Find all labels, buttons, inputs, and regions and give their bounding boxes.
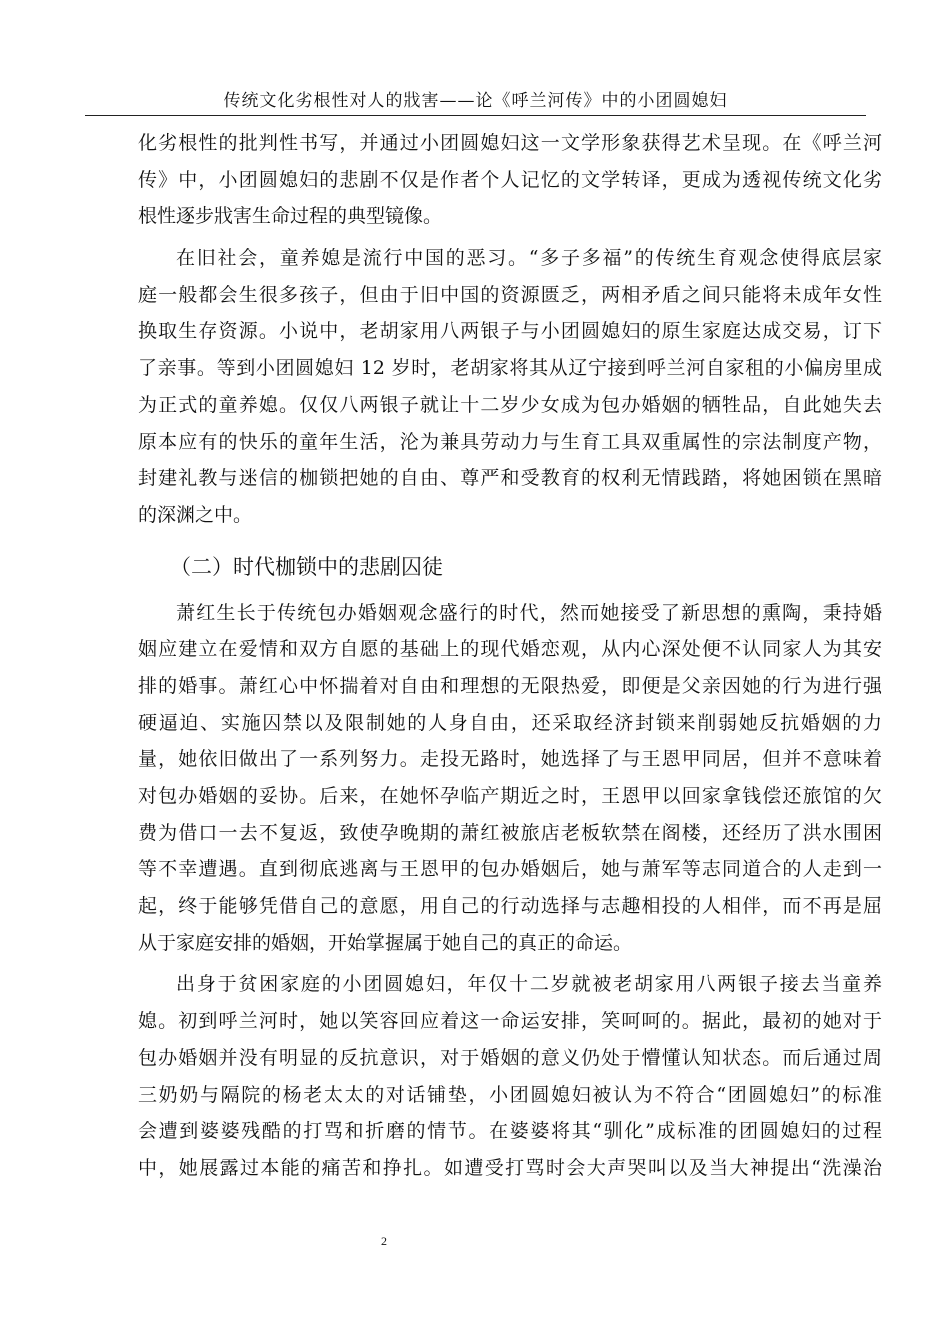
page-number: 2	[381, 1234, 387, 1248]
text-line: 换取生存资源。小说中，老胡家用八两银子与小团圆媳妇的原生家庭达成交易，订下	[138, 320, 882, 343]
text-line: 在旧社会，童养媳是流行中国的恶习。“多子多福”的传统生育观念使得底层家	[176, 247, 882, 270]
text-line: 会遭到婆婆残酷的打骂和折磨的情节。在婆婆将其“驯化”成标准的团圆媳妇的过程	[138, 1120, 882, 1143]
text-line: 等不幸遭遇。直到彻底逃离与王恩甲的包办婚姻后，她与萧军等志同道合的人走到一	[138, 858, 882, 881]
text-line: 对包办婚姻的妥协。后来，在她怀孕临产期近之时，王恩甲以回家拿钱偿还旅馆的欠	[138, 785, 882, 807]
text-line: 封建礼教与迷信的枷锁把她的自由、尊严和受教育的权利无情践踏，将她困锁在黑暗	[138, 467, 882, 490]
text-line: 费为借口一去不复返，致使孕晚期的萧红被旅店老板软禁在阁楼，还经历了洪水围困	[138, 821, 882, 844]
text-line: 原本应有的快乐的童年生活，沦为兼具劳动力与生育工具双重属性的宗法制度产物，	[138, 430, 882, 453]
text-line: 排的婚事。萧红心中怀揣着对自由和理想的无限热爱，即便是父亲因她的行为进行强	[138, 674, 882, 697]
text-line: 了亲事。等到小团圆媳妇 12 岁时，老胡家将其从辽宁接到呼兰河自家租的小偏房里成	[138, 357, 882, 380]
text-line: 化劣根性的批判性书写，并通过小团圆媳妇这一文学形象获得艺术呈现。在《呼兰河	[138, 132, 882, 154]
text-line: 包办婚姻并没有明显的反抗意识，对于婚姻的意义仍处于懵懂认知状态。而后通过周	[138, 1046, 882, 1069]
text-line: 从于家庭安排的婚姻，开始掌握属于她自己的真正的命运。	[138, 931, 633, 954]
text-line: 庭一般都会生很多孩子，但由于旧中国的资源匮乏，两相矛盾之间只能将未成年女性	[138, 283, 882, 306]
paragraphs-before-heading	[138, 125, 882, 534]
paragraph	[138, 240, 882, 534]
text-line: 姻应建立在爱情和双方自愿的基础上的现代婚恋观，从内心深处便不认同家人为其安	[138, 638, 882, 661]
text-line: 萧红生长于传统包办婚姻观念盛行的时代，然而她接受了新思想的熏陶，秉持婚	[176, 601, 882, 624]
text-line: 的深渊之中。	[138, 503, 253, 526]
running-header: 传统文化劣根性对人的戕害——论《呼兰河传》中的小团圆媳妇	[85, 89, 866, 116]
text-line: 出身于贫困家庭的小团圆媳妇，年仅十二岁就被老胡家用八两银子接去当童养	[176, 973, 882, 996]
text-line: 起，终于能够凭借自己的意愿，用自己的行动选择与志趣相投的人相伴，而不再是屈	[138, 895, 882, 918]
paragraph	[138, 595, 882, 962]
text-line: 媳。初到呼兰河时，她以笑容回应着这一命运安排，笑呵呵的。据此，最初的她对于	[138, 1010, 882, 1033]
paragraph	[138, 125, 882, 235]
text-line: 硬逼迫、实施囚禁以及限制她的人身自由，还采取经济封锁来削弱她反抗婚姻的力	[138, 711, 882, 734]
paragraph	[138, 966, 882, 1186]
text-line: 根性逐步戕害生命过程的典型镜像。	[138, 205, 443, 228]
text-line: 传》中，小团圆媳妇的悲剧不仅是作者个人记忆的文学转译，更成为透视传统文化劣	[138, 168, 882, 191]
paragraphs-after-heading	[138, 595, 882, 1187]
section-heading: （二）时代枷锁中的悲剧囚徒	[170, 554, 443, 579]
text-line: 三奶奶与隔院的杨老太太的对话铺垫，小团圆媳妇被认为不符合“团圆媳妇”的标准	[138, 1083, 882, 1106]
text-line: 量，她依旧做出了一系列努力。走投无路时，她选择了与王恩甲同居，但并不意味着	[138, 748, 882, 771]
text-line: 中，她展露过本能的痛苦和挣扎。如遭受打骂时会大声哭叫以及当大神提出“洗澡治	[138, 1156, 882, 1179]
document-body	[138, 125, 882, 1192]
text-line: 为正式的童养媳。仅仅八两银子就让十二岁少女成为包办婚姻的牺牲品，自此她失去	[138, 393, 882, 416]
